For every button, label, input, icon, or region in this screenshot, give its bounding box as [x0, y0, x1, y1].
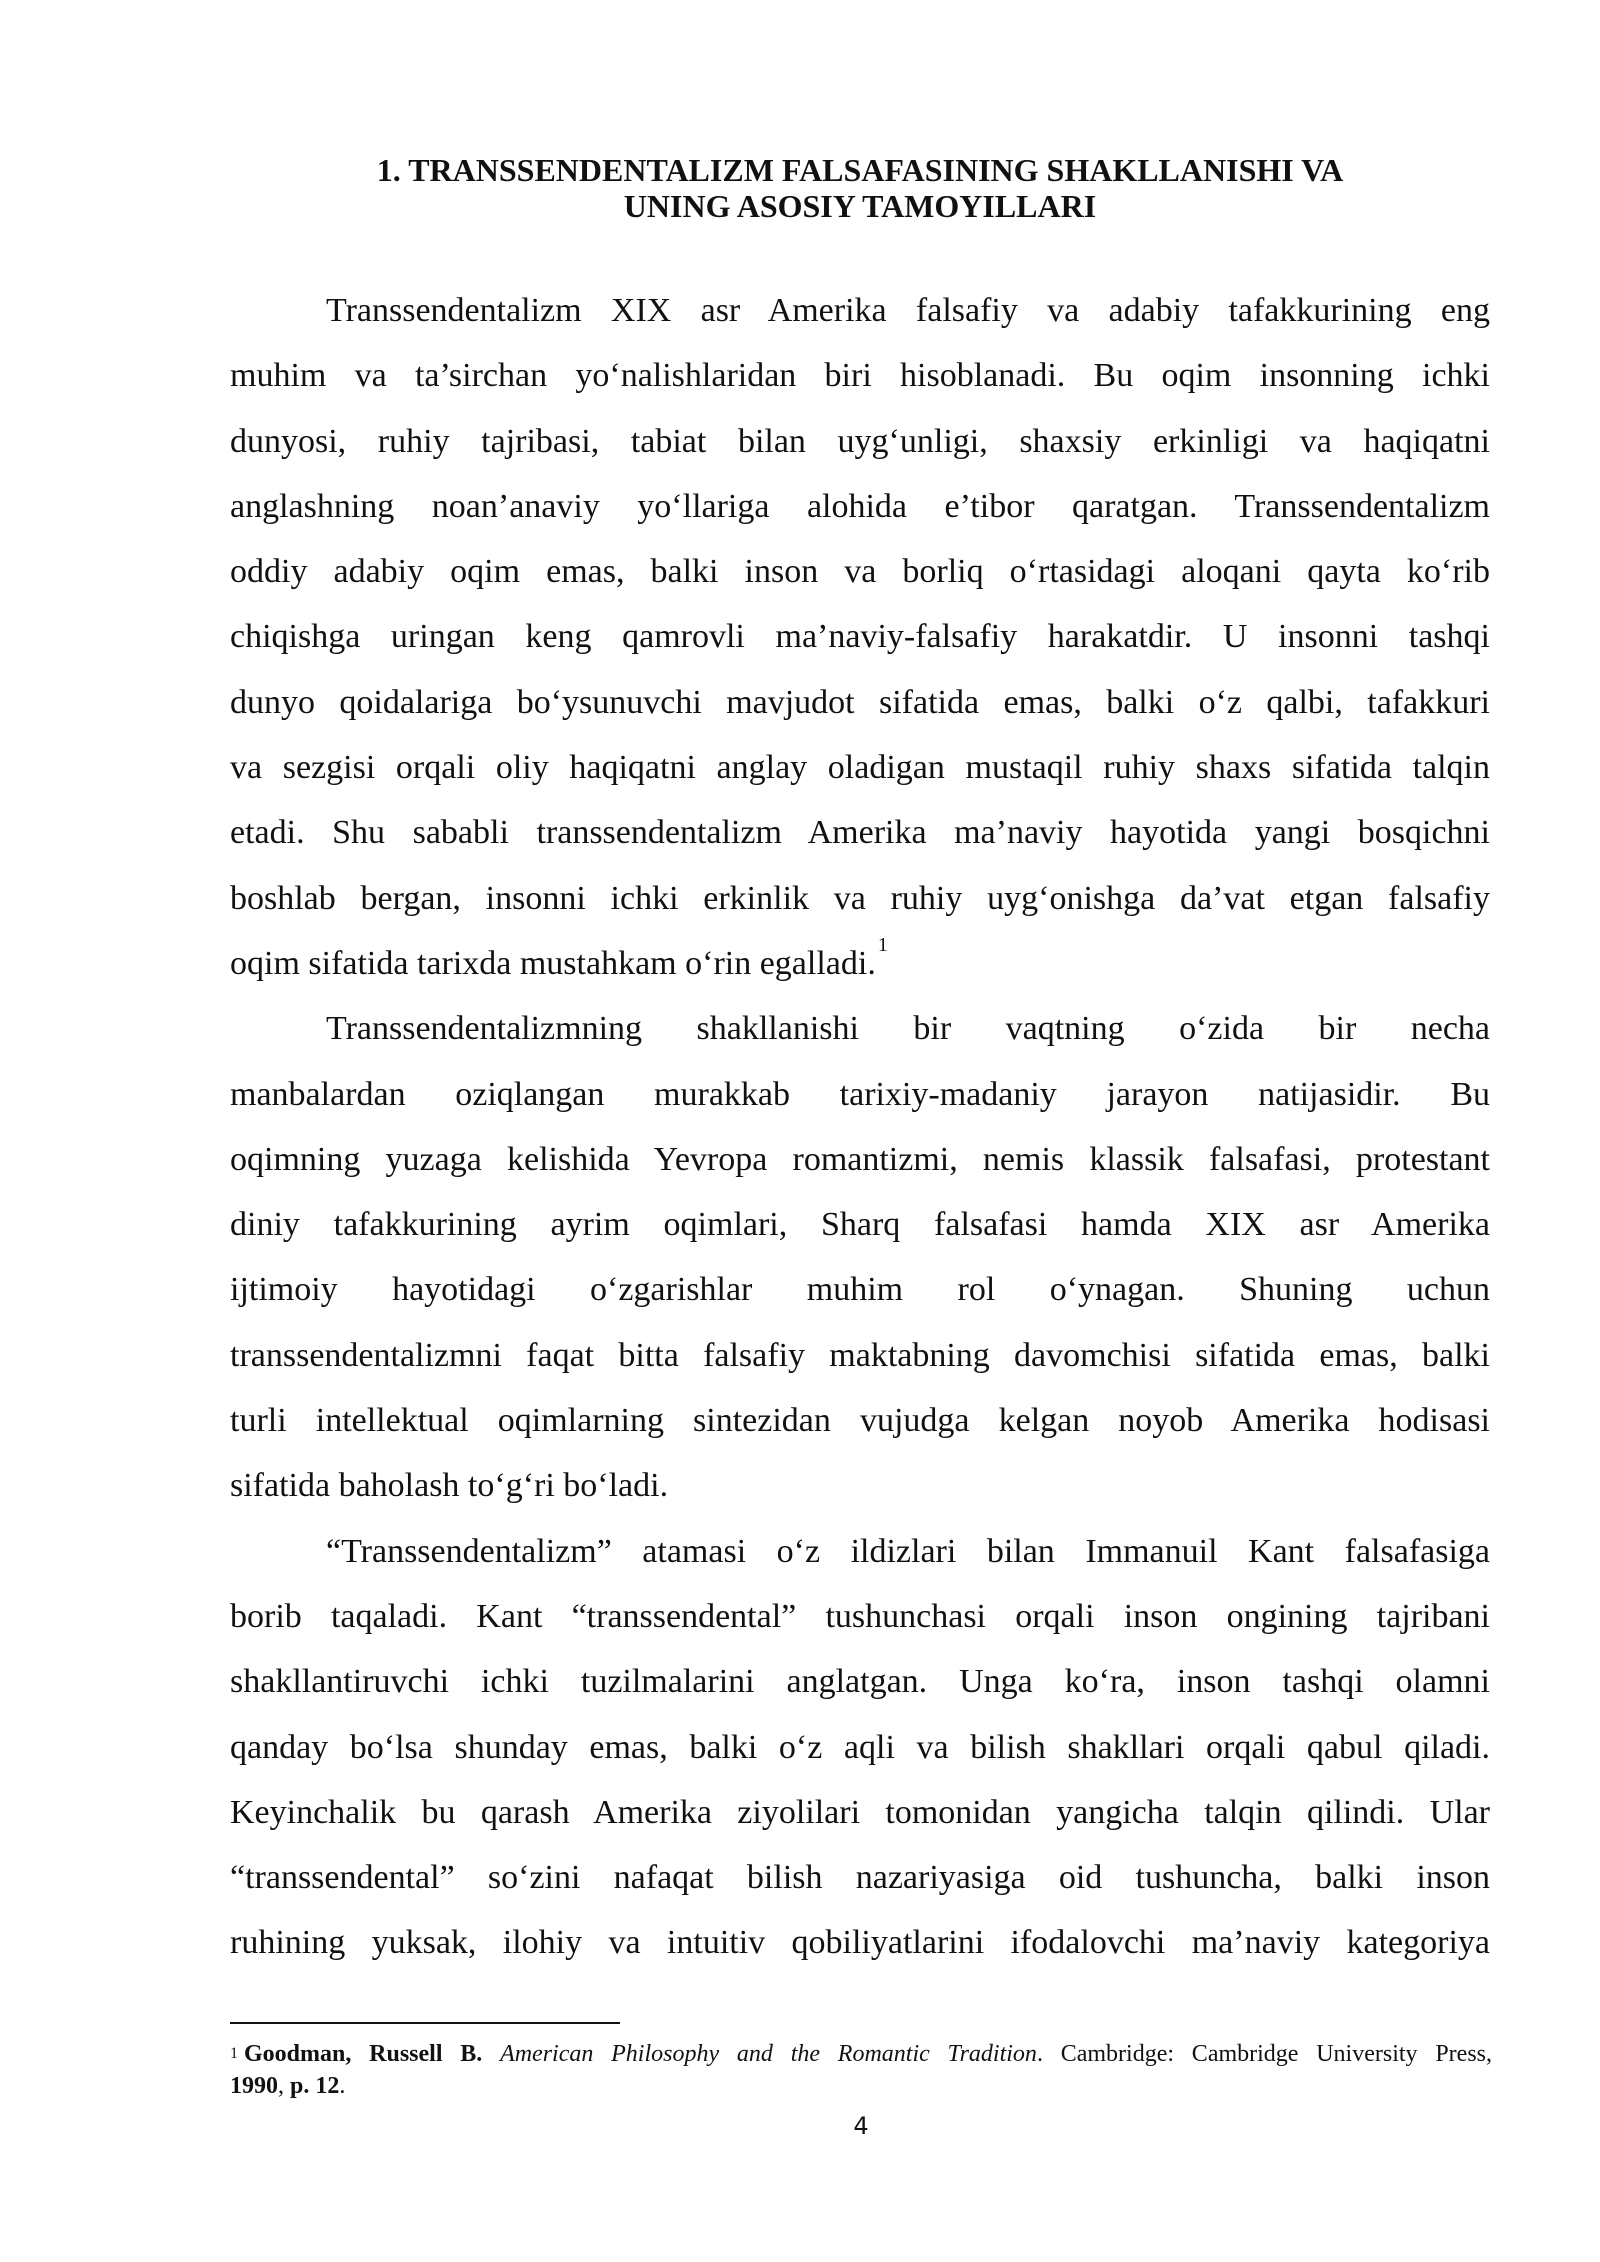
text-line: boshlab bergan, insonni ichki erkinlik va ruhiy uyg‘onishga da’vat etgan falsafiy	[230, 879, 1490, 917]
paragraph-1	[230, 278, 1490, 996]
footnote-line-1	[230, 2038, 1492, 2070]
text-line: Keyinchalik bu qarash Amerika ziyolilari tomonidan yangicha talqin qilindi. Ular	[230, 1793, 1490, 1831]
text-line: oqim sifatida tarixda mustahkam o‘rin egalladi.	[230, 944, 876, 982]
footnote-author: Goodman, Russell B.	[244, 2041, 483, 2067]
text-line: manbalardan oziqlangan murakkab tarixiy-madaniy jarayon natijasidir. Bu	[230, 1075, 1490, 1113]
footnote	[230, 2038, 1492, 2102]
text-line: ruhining yuksak, ilohiy va intuitiv qobiliyatlarini ifodalovchi ma’naviy kategoriya	[230, 1924, 1490, 1962]
heading-line-1: 1. TRANSSENDENTALIZM FALSAFASINING SHAKLLANISHI VA	[376, 152, 1344, 188]
text-line: dunyo qoidalariga bo‘ysunuvchi mavjudot sifatida emas, balki o‘z qalbi, tafakkuri	[230, 683, 1490, 721]
text-line: transsendentalizmni faqat bitta falsafiy maktabning davomchisi sifatida emas, balki	[230, 1336, 1490, 1374]
footnote-end: .	[339, 2073, 346, 2099]
text-line: anglashning noan’anaviy yo‘llariga alohida e’tibor qaratgan. Transsendentalizm	[230, 487, 1490, 525]
text-line: diniy tafakkurining ayrim oqimlari, Sharq falsafasi hamda XIX asr Amerika	[230, 1206, 1490, 1244]
footnote-page: p. 12	[290, 2073, 340, 2099]
text-line: chiqishga uringan keng qamrovli ma’naviy-falsafiy harakatdir. U insonni tashqi	[230, 618, 1490, 656]
text-line: “transsendental” so‘zini nafaqat bilish nazariyasiga oid tushuncha, balki inson	[230, 1859, 1490, 1897]
footnote-number: 1	[230, 2045, 238, 2062]
footnote-separator	[230, 2022, 620, 2024]
text-line: muhim va ta’sirchan yo‘nalishlaridan biri hisoblanadi. Bu oqim insonning ichki	[230, 357, 1490, 395]
footnote-line-2	[230, 2070, 1492, 2102]
text-line: Transsendentalizmning shakllanishi bir vaqtning o‘zida bir necha	[326, 1010, 1490, 1048]
text-line: va sezgisi orqali oliy haqiqatni anglay oladigan mustaqil ruhiy shaxs sifatida talqin	[230, 749, 1490, 787]
text-line: dunyosi, ruhiy tajribasi, tabiat bilan uyg‘unligi, shaxsiy erkinligi va haqiqatni	[230, 422, 1490, 460]
footnote-publisher: . Cambridge: Cambridge University Press,	[1036, 2041, 1492, 2067]
text-line: qanday bo‘lsa shunday emas, balki o‘z aqli va bilish shakllari orqali qabul qiladi.	[230, 1728, 1490, 1766]
paragraph-2	[230, 996, 1490, 1518]
footnote-year: 1990	[230, 2073, 278, 2099]
section-heading	[230, 152, 1490, 224]
text-line: oqimning yuzaga kelishida Yevropa romantizmi, nemis klassik falsafasi, protestant	[230, 1140, 1490, 1178]
footnote-title: American Philosophy and the Romantic Tradition	[500, 2041, 1037, 2067]
text-line-with-footnote	[230, 931, 1490, 996]
text-line: Transsendentalizm XIX asr Amerika falsafiy va adabiy tafakkurining eng	[326, 292, 1490, 329]
heading-line-2: UNING ASOSIY TAMOYILLARI	[623, 188, 1097, 224]
text-line: sifatida baholash to‘g‘ri bo‘ladi.	[230, 1467, 669, 1505]
text-line: “Transsendentalizm” atamasi o‘z ildizlari bilan Immanuil Kant falsafasiga	[326, 1532, 1490, 1570]
text-line: turli intellektual oqimlarning sintezidan vujudga kelgan noyob Amerika hodisasi	[230, 1402, 1490, 1440]
text-line: etadi. Shu sababli transsendentalizm Amerika ma’naviy hayotida yangi bosqichni	[230, 814, 1490, 852]
text-line: oddiy adabiy oqim emas, balki inson va borliq o‘rtasidagi aloqani qayta ko‘rib	[230, 553, 1490, 591]
footnote-separator-text: ,	[278, 2073, 290, 2099]
text-line: shakllantiruvchi ichki tuzilmalarini anglatgan. Unga ko‘ra, inson tashqi olamni	[230, 1663, 1490, 1701]
text-line: borib taqaladi. Kant “transsendental” tushunchasi orqali inson ongining tajribani	[230, 1597, 1490, 1635]
paragraph-3	[230, 1519, 1490, 1976]
body-text	[230, 278, 1490, 1976]
text-line: ijtimoiy hayotidagi o‘zgarishlar muhim rol o‘ynagan. Shuning uchun	[230, 1271, 1490, 1309]
footnote-reference[interactable]: 1	[877, 933, 888, 956]
page-number: 4	[853, 2112, 869, 2140]
